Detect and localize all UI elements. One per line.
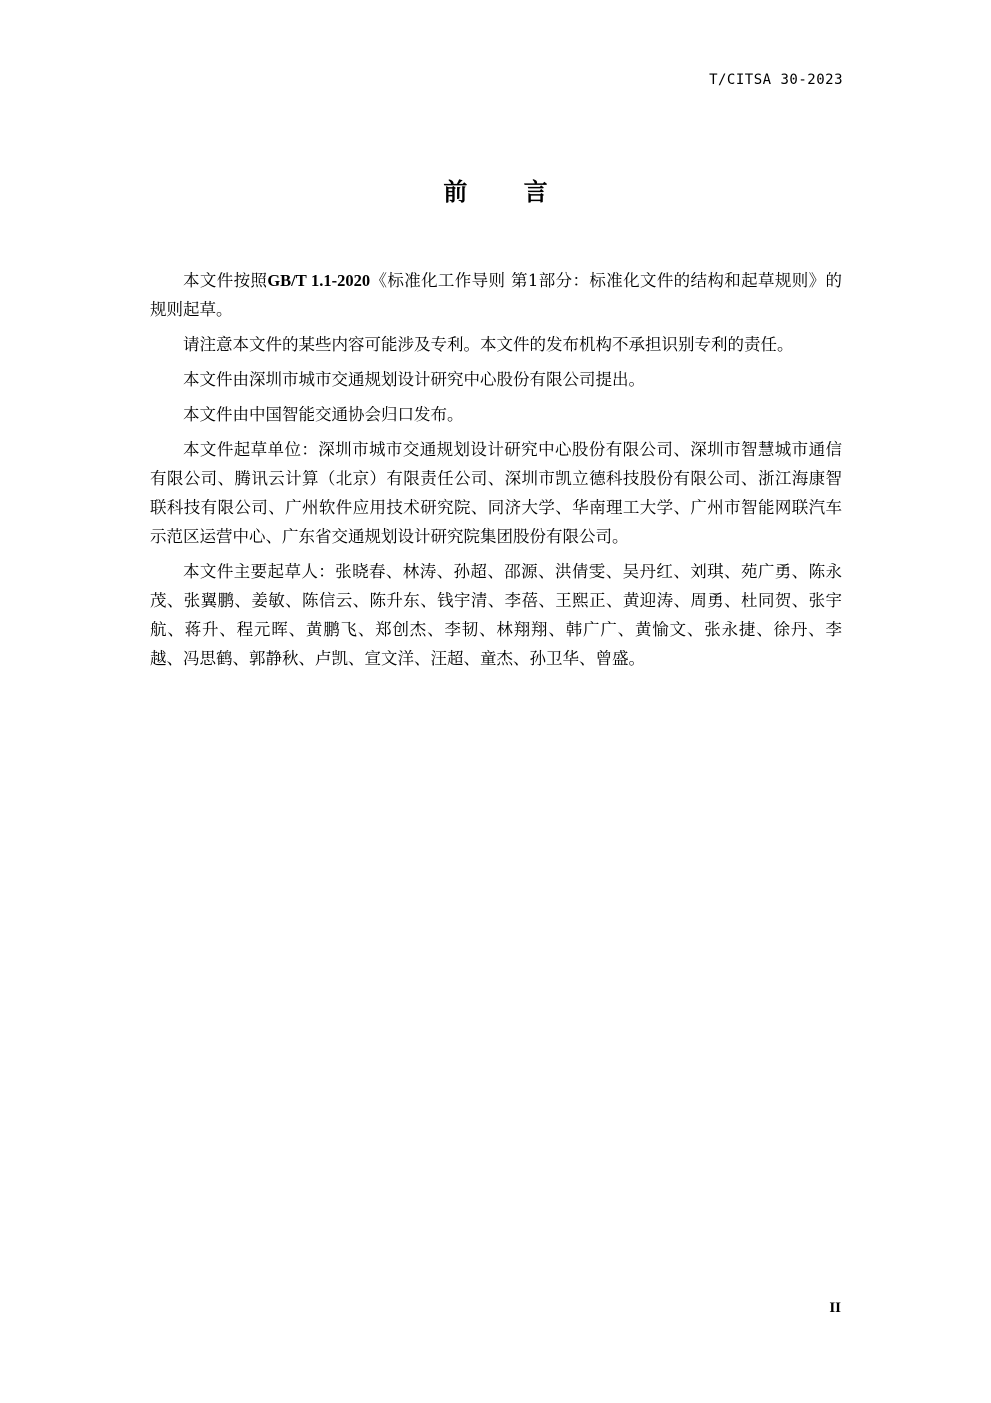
paragraph-patent-notice: 请注意本文件的某些内容可能涉及专利。本文件的发布机构不承担识别专利的责任。 xyxy=(183,335,794,354)
paragraph-rest-text: 《标准化工作导则 第1部分：标准化文件的结构和起草规则》的规则起草。 xyxy=(150,271,842,319)
paragraph-drafting-rules xyxy=(150,266,842,324)
document-number: T/CITSA 30-2023 xyxy=(709,72,843,88)
page-title: 前 言 xyxy=(443,178,572,206)
paragraph-drafting-units: 本文件起草单位：深圳市城市交通规划设计研究中心股份有限公司、深圳市智慧城市通信有限公司、腾讯云计算（北京）有限责任公司、深圳市凯立德科技股份有限公司、浙江海康智联科技有限公司、广州软件应用技术研究院、同济大学、华南理工大学、广州市智能网联汽车示范区运营中心、广东省交通规划设计研究院集团股份有限公司。 xyxy=(150,440,842,546)
paragraph-proposer: 本文件由深圳市城市交通规划设计研究中心股份有限公司提出。 xyxy=(183,370,645,389)
standard-code: GB/T 1.1-2020 xyxy=(267,271,371,290)
paragraph-lead-text: 本文件按照 xyxy=(183,271,268,290)
paragraph-drafters: 本文件主要起草人：张晓春、林涛、孙超、邵源、洪倩雯、吴丹红、刘琪、苑广勇、陈永茂、张翼鹏、姜敏、陈信云、陈升东、钱宇清、李蓓、王熙正、黄迎涛、周勇、杜同贺、张宇航、蒋升、程元晖、黄鹏飞、郑创杰、李韧、林翔翔、韩广广、黄愉文、张永捷、徐丹、李越、冯思鹤、郭静秋、卢凯、宣文洋、汪超、童杰、孙卫华、曾盛。 xyxy=(150,562,842,668)
paragraph-publisher: 本文件由中国智能交通协会归口发布。 xyxy=(183,405,464,424)
page-number: II xyxy=(829,1300,841,1316)
foreword-body xyxy=(150,266,842,679)
